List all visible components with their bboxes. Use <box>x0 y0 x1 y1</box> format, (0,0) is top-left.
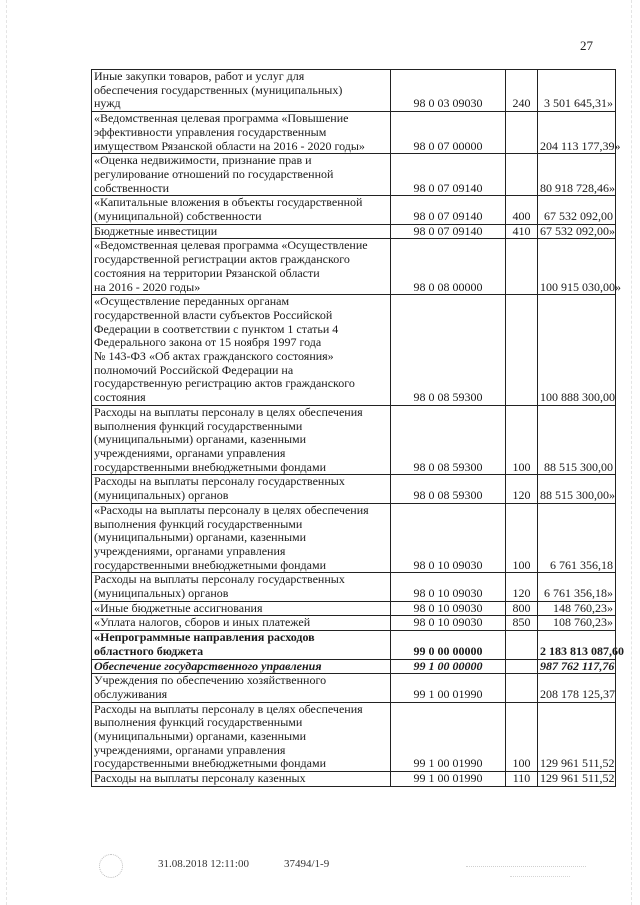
faint-footer-mark-2 <box>510 870 570 877</box>
footer-datetime: 31.08.2018 12:11:00 <box>158 858 249 870</box>
table-row <box>92 475 616 503</box>
row-name: «Капитальные вложения в объекты государственной (муниципальной) собственности <box>92 196 391 224</box>
faint-footer-mark <box>466 858 586 867</box>
table-row <box>92 239 616 295</box>
row-amount: 88 515 300,00 <box>538 405 616 475</box>
row-code: 98 0 10 09030 <box>391 503 506 573</box>
row-amount: 148 760,23» <box>538 601 616 616</box>
table-row <box>92 772 616 787</box>
table-row <box>92 196 616 224</box>
row-name: «Осуществление переданных органам государственной власти субъектов Российской Федерации в соответствии с пунктом 1 статьи 4 Федерального закона от 15 ноября 1997 года № 143-ФЗ «Об актах гражданского состояния» полномочий Российской Федерации на государственную регистрацию актов гражданского состояния <box>92 295 391 406</box>
row-amount: 100 915 030,00» <box>538 239 616 295</box>
row-code: 98 0 07 09140 <box>391 196 506 224</box>
row-code: 98 0 08 59300 <box>391 405 506 475</box>
row-amount: 129 961 511,52 <box>538 702 616 772</box>
row-amount: 129 961 511,52 <box>538 772 616 787</box>
row-amount: 108 760,23» <box>538 616 616 631</box>
page-number: 27 <box>580 38 593 53</box>
row-amount: 67 532 092,00» <box>538 224 616 239</box>
row-vr: 100 <box>506 702 538 772</box>
row-amount: 67 532 092,00 <box>538 196 616 224</box>
row-amount: 100 888 300,00 <box>538 295 616 406</box>
scan-edge-left <box>6 0 8 905</box>
row-amount: 2 183 813 087,60 <box>538 631 616 659</box>
row-code: 99 1 00 01990 <box>391 674 506 702</box>
row-amount: 208 178 125,37 <box>538 674 616 702</box>
table-row <box>92 702 616 772</box>
row-vr <box>506 112 538 154</box>
row-name: Расходы на выплаты персоналу в целях обеспечения выполнения функций государственными (муниципальными) органами, казенными учреждениями, органами управления государственными внебюджетными фондами <box>92 702 391 772</box>
row-vr <box>506 631 538 659</box>
row-vr: 240 <box>506 70 538 112</box>
budget-table <box>91 69 624 787</box>
row-amount: 88 515 300,00» <box>538 475 616 503</box>
table-row <box>92 154 616 196</box>
row-code: 98 0 10 09030 <box>391 616 506 631</box>
row-code: 98 0 07 09140 <box>391 154 506 196</box>
row-vr <box>506 295 538 406</box>
row-amount: 987 762 117,76 <box>538 659 616 674</box>
row-name: «Ведомственная целевая программа «Повышение эффективности управления государственным имуществом Рязанской области на 2016 - 2020 годы» <box>92 112 391 154</box>
row-code: 98 0 10 09030 <box>391 601 506 616</box>
row-vr: 120 <box>506 475 538 503</box>
row-code: 98 0 07 00000 <box>391 112 506 154</box>
row-vr: 410 <box>506 224 538 239</box>
footer-doc-id: 37494/1-9 <box>284 858 330 870</box>
row-name: «Расходы на выплаты персоналу в целях обеспечения выполнения функций государственными (муниципальными) органами, казенными учреждениями, органами управления государственными внебюджетными фондами <box>92 503 391 573</box>
row-vr: 110 <box>506 772 538 787</box>
row-amount: 6 761 356,18» <box>538 573 616 601</box>
row-vr <box>506 239 538 295</box>
row-name: Учреждения по обеспечению хозяйственного обслуживания <box>92 674 391 702</box>
scan-edge-right <box>631 0 633 905</box>
row-vr: 100 <box>506 503 538 573</box>
row-amount: 6 761 356,18 <box>538 503 616 573</box>
row-name: «Непрограммные направления расходов областного бюджета <box>92 631 391 659</box>
row-name: «Уплата налогов, сборов и иных платежей <box>92 616 391 631</box>
table-row <box>92 659 616 674</box>
row-name: «Оценка недвижимости, признание прав и регулирование отношений по государственной собственности <box>92 154 391 196</box>
budget-table-body <box>92 69 624 787</box>
row-name: Иные закупки товаров, работ и услуг для обеспечения государственных (муниципальных) нужд <box>92 70 391 112</box>
row-name: «Иные бюджетные ассигнования <box>92 601 391 616</box>
row-vr: 100 <box>506 405 538 475</box>
table-row <box>92 631 616 659</box>
row-code: 98 0 10 09030 <box>391 573 506 601</box>
table-row <box>92 601 616 616</box>
table-row <box>92 112 616 154</box>
table-row <box>92 616 616 631</box>
row-code: 98 0 08 59300 <box>391 475 506 503</box>
row-code: 99 1 00 01990 <box>391 702 506 772</box>
table-row <box>92 224 616 239</box>
row-code: 98 0 08 59300 <box>391 295 506 406</box>
row-vr <box>506 674 538 702</box>
row-name: Расходы на выплаты персоналу государственных (муниципальных) органов <box>92 573 391 601</box>
table-row <box>92 674 616 702</box>
row-code: 99 1 00 01990 <box>391 772 506 787</box>
row-code: 98 0 08 00000 <box>391 239 506 295</box>
row-vr: 800 <box>506 601 538 616</box>
row-name: Расходы на выплаты персоналу казенных <box>92 772 391 787</box>
row-name: Бюджетные инвестиции <box>92 224 391 239</box>
row-amount: 204 113 177,39» <box>538 112 616 154</box>
row-code: 98 0 03 09030 <box>391 70 506 112</box>
table-row <box>92 405 616 475</box>
table-row <box>92 295 616 406</box>
row-code: 98 0 07 09140 <box>391 224 506 239</box>
table-row <box>92 503 616 573</box>
row-vr: 400 <box>506 196 538 224</box>
row-code: 99 1 00 00000 <box>391 659 506 674</box>
row-name: Расходы на выплаты персоналу в целях обеспечения выполнения функций государственными (муниципальными) органами, казенными учреждениями, органами управления государственными внебюджетными фондами <box>92 405 391 475</box>
row-vr: 120 <box>506 573 538 601</box>
row-vr: 850 <box>506 616 538 631</box>
row-amount: 3 501 645,31» <box>538 70 616 112</box>
row-code: 99 0 00 00000 <box>391 631 506 659</box>
row-name: «Ведомственная целевая программа «Осуществление государственной регистрации актов гражданского состояния на территории Рязанской области на 2016 - 2020 годы» <box>92 239 391 295</box>
table-row <box>92 573 616 601</box>
faint-stamp-mark <box>99 854 123 878</box>
row-name: Обеспечение государственного управления <box>92 659 391 674</box>
row-name: Расходы на выплаты персоналу государственных (муниципальных) органов <box>92 475 391 503</box>
row-vr <box>506 154 538 196</box>
row-vr <box>506 659 538 674</box>
table-row <box>92 70 616 112</box>
row-amount: 80 918 728,46» <box>538 154 616 196</box>
